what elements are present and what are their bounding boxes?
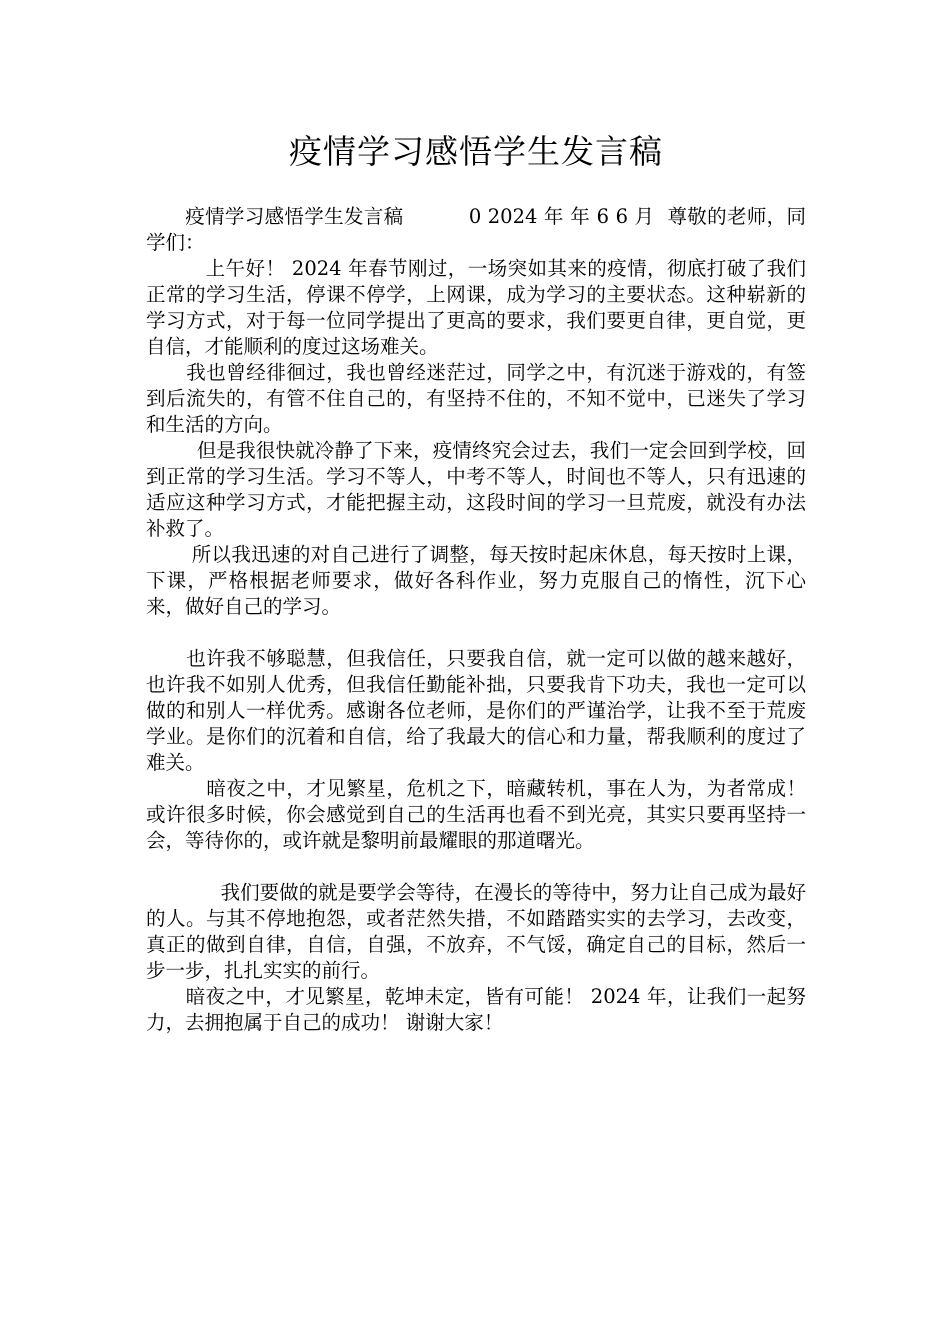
document-body [146, 204, 806, 1036]
document-title: 疫情学习感悟学生发言稿 [289, 132, 663, 171]
paragraph-adjustment: 所以我迅速的对自己进行了调整，每天按时起床休息，每天按时上课，下课，严格根据老师要求，做好各科作业，努力克服自己的惰性，沉下心来，做好自己的学习。 [146, 543, 806, 618]
paragraph-greeting: 上午好！ 2024 年春节刚过，一场突如其来的疫情，彻底打破了我们正常的学习生活，停课不停学，上网课，成为学习的主要状态。这种崭新的学习方式，对于每一位同学提出了更高的要求，我们要更自律，更自觉，更自信，才能顺利的度过这场难关。 [146, 257, 806, 358]
paragraph-intro: 疫情学习感悟学生发言稿 0 2024 年 年 6 6 月 尊敬的老师，同学们： [146, 205, 806, 254]
document-page [146, 0, 806, 1036]
paragraph-gratitude: 也许我不够聪慧，但我信任，只要我自信，就一定可以做的越来越好，也许我不如别人优秀，但我信任勤能补拙，只要我肯下功夫，我也一定可以做的和别人一样优秀。感谢各位老师，是你们的严谨治学，让我不至于荒废学业。是你们的沉着和自信，给了我最大的信心和力量，帮我顺利的度过了难关。 [146, 647, 806, 774]
paragraph-calm-down: 但是我很快就冷静了下来，疫情终究会过去，我们一定会回到学校，回到正常的学习生活。学习不等人，中考不等人，时间也不等人，只有迅速的适应这种学习方式，才能把握主动，这段时间的学习一旦荒废，就没有办法补救了。 [146, 439, 806, 540]
paragraph-spacer [146, 620, 806, 646]
paragraph-hesitation: 我也曾经徘徊过，我也曾经迷茫过，同学之中，有沉迷于游戏的，有签到后流失的，有管不住自己的，有坚持不住的，不知不觉中，已迷失了学习和生活的方向。 [146, 361, 806, 436]
paragraph-spacer [146, 854, 806, 880]
paragraph-closing: 暗夜之中，才见繁星，乾坤未定，皆有可能！ 2024 年，让我们一起努力，去拥抱属于自己的成功！ 谢谢大家！ [146, 985, 806, 1034]
paragraph-waiting: 我们要做的就是要学会等待，在漫长的等待中，努力让自己成为最好的人。与其不停地抱怨，或者茫然失措，不如踏踏实实的去学习，去改变，真正的做到自律，自信，自强，不放弃，不气馁，确定自己的目标，然后一步一步，扎扎实实的前行。 [146, 881, 806, 982]
paragraph-stars: 暗夜之中，才见繁星，危机之下，暗藏转机，事在人为，为者常成！或许很多时候，你会感觉到自己的生活再也看不到光亮，其实只要再坚持一会，等待你的，或许就是黎明前最耀眼的那道曙光。 [146, 777, 806, 852]
